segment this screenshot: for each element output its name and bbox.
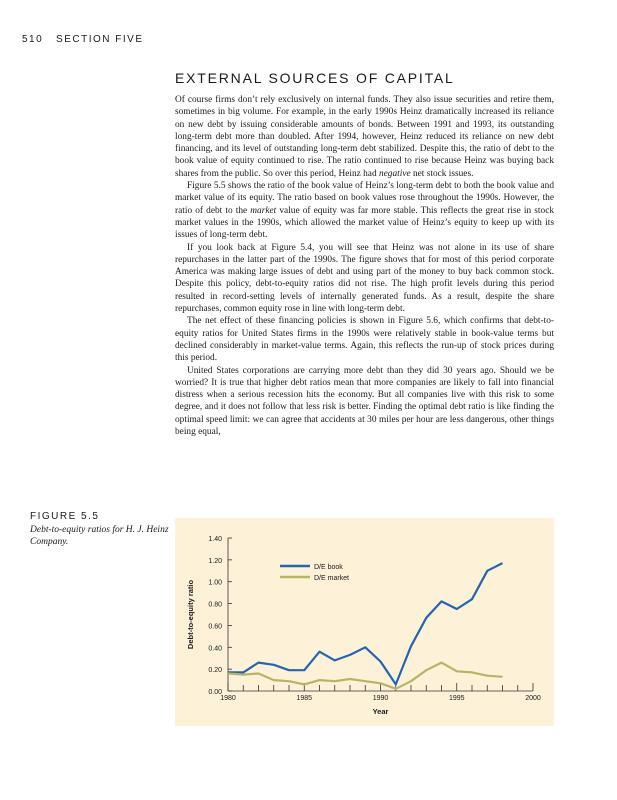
y-tick-label: 0.20 — [208, 667, 222, 675]
paragraph — [175, 365, 554, 439]
figure-label: FIGURE 5.5 — [30, 511, 100, 522]
text-run: If you look back at Figure 5.4, you will see that Heinz was not alone in its use of share repurchases in the latter part of the 1990s. The figure shows that for most of this period corporate America was making large issues of debt and using part of the money to buy back common stock. Despite this policy, debt-to-equity ratios did not rise. The high profit levels during this period resulted in record-setting levels of internally generated funds. As a result, despite the share repurchases, common equity rose in line with long-term debt. — [175, 242, 554, 315]
de-market-line — [228, 663, 503, 689]
running-header — [22, 34, 143, 45]
y-tick-label: 0.00 — [208, 689, 222, 696]
chart-panel — [175, 518, 554, 726]
x-tick-label: 2000 — [525, 695, 541, 702]
paragraph — [175, 315, 554, 364]
y-tick-label: 0.80 — [208, 601, 222, 609]
legend-label: D/E market — [314, 575, 350, 582]
y-tick-label: 1.40 — [208, 536, 222, 543]
x-axis-title: Year — [372, 707, 389, 716]
section-name: SECTION FIVE — [56, 34, 144, 45]
paragraph — [175, 180, 554, 241]
x-tick-label: 1985 — [296, 695, 313, 702]
text-run: net stock issues. — [410, 168, 474, 179]
paragraph — [175, 94, 554, 180]
x-tick-label: 1980 — [220, 695, 236, 702]
emphasis-text: market — [250, 205, 277, 216]
text-run: The net effect of these financing policies is shown in Figure 5.6, which confirms that debt-to-equity ratios for United States firms in the 1990s were relatively stable in book-value terms but declined considerably in market-value terms. Again, this reflects the run-up of stock prices during this period. — [175, 316, 554, 364]
de-book-line — [228, 563, 503, 684]
y-axis-title: Debt-to-equity ratio — [186, 579, 195, 650]
debt-equity-chart — [175, 518, 554, 726]
y-tick-label: 0.60 — [208, 623, 222, 631]
y-tick-label: 1.20 — [208, 557, 222, 565]
text-run: value of equity was far more stable. This reflects the great rise in stock market values in the 1990s, which allowed the market value of Heinz’s equity to keep up with its issues of long-term debt. — [175, 205, 555, 241]
text-run: Of course firms don’t rely exclusively on internal funds. They also issue securities and retire them, sometimes in big volume. For example, in the early 1990s Heinz dramatically increased its reliance on new debt by issuing considerable amounts of bonds. Between 1991 and 1993, its outstanding long-term debt more than doubled. After 1994, however, Heinz reduced its reliance on new debt financing, and its level of outstanding long-term debt stabilized. Despite this, the ratio of debt to the book value of equity continued to rise. The ratio continued to rise because Heinz was buying back shares from the public. So over this period, Heinz had — [175, 95, 554, 179]
legend-label: D/E book — [314, 564, 343, 571]
x-tick-label: 1995 — [448, 695, 465, 702]
page-number: 510 — [22, 34, 44, 45]
emphasis-text: negative — [378, 168, 411, 179]
y-tick-label: 0.40 — [208, 645, 222, 653]
x-tick-label: 1990 — [372, 695, 389, 702]
text-run: United States corporations are carrying more debt than they did 30 years ago. Should we be worried? It is true that higher debt ratios mean that more companies are likely to fall into financial distress when a serious recession hits the economy. But all companies live with this risk to some degree, and it does not follow that less risk is better. Finding the optimal debt ratio is like finding the optimal speed limit: we can agree that accidents at 30 miles per hour are less dangerous, other things being equal, — [175, 365, 554, 438]
paragraph — [175, 242, 554, 316]
y-tick-label: 1.00 — [208, 579, 222, 587]
body-text — [175, 94, 554, 438]
section-heading: EXTERNAL SOURCES OF CAPITAL — [175, 70, 455, 86]
text-run: Figure 5.5 shows the ratio of the book value of Heinz’s long-term debt to both the book value and market value of its equity. The ratio based on book values rose throughout the 1990s. However, the ratio of debt to the — [175, 181, 554, 216]
figure-caption: Debt-to-equity ratios for H. J. Heinz Company. — [30, 525, 169, 547]
